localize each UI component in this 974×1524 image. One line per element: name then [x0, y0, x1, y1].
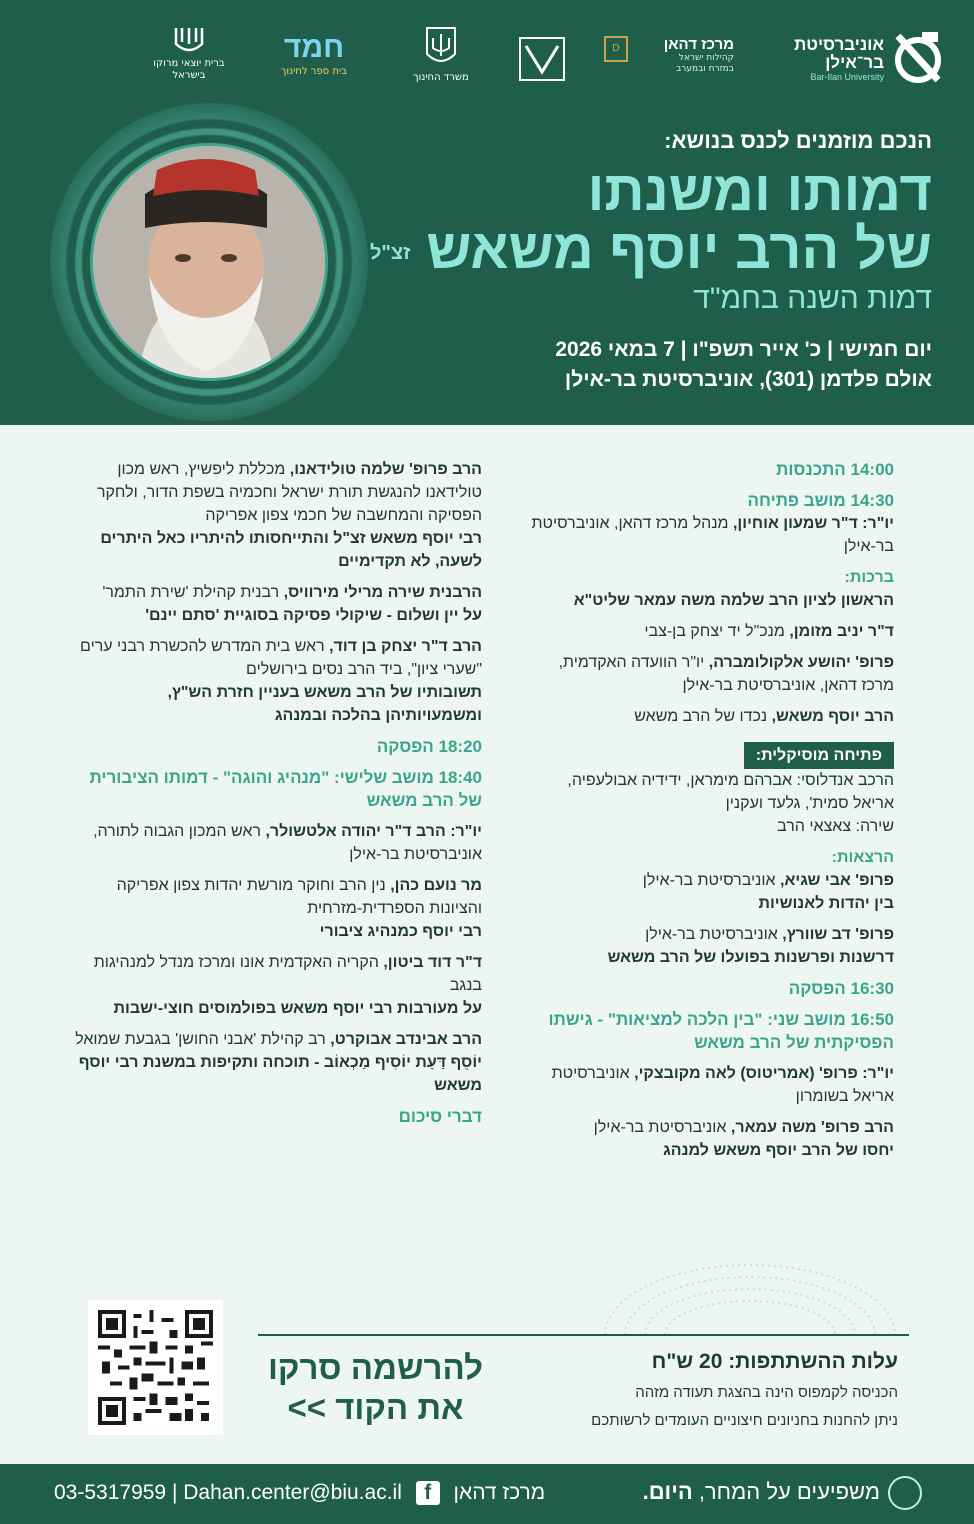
registration-cta-line1: להרשמה סרקו — [267, 1349, 484, 1386]
chair-name: יו"ר: ד"ר שמעון אוחיון, — [732, 515, 894, 532]
contact-phone[interactable]: 03-5317959 — [54, 1481, 167, 1504]
partner-logos — [153, 24, 944, 94]
speaker-affiliation: נין הרב וחוקר מורשת יהדות צפון אפריקה והציונות הספרדית-מזרחית — [116, 877, 482, 917]
registration-qr-code[interactable] — [88, 1300, 223, 1435]
dahan-circle-icon — [888, 1476, 922, 1510]
facebook-page-name[interactable]: מרכז דהאן — [453, 1481, 546, 1504]
lecture-speaker — [72, 458, 482, 527]
speaker-name: הרב פרופ' שלמה טולידאנו, — [289, 461, 482, 478]
speaker-name: הרב ד"ר יצחק בן דוד, — [329, 638, 482, 655]
speaker-name: הרב אבינדב אבוקרט, — [330, 1031, 482, 1048]
speaker-affiliation: מכללת ליפשיץ, ראש מכון טולידאנו להנגשת תורת ישראל וחכמיה בשפת הדור, ולחקר הפסיקה והמחשבה של חכמי צפון אפריקה — [96, 461, 482, 524]
menorah-emblem-icon — [421, 24, 461, 68]
chair-affiliation: אוניברסיטת אריאל בשומרון — [551, 1065, 894, 1105]
chair-affiliation: מנהל מרכז דהאן, אוניברסיטת בר-אילן — [531, 515, 894, 555]
footer-contact — [54, 1481, 545, 1505]
rabbi-portrait-image — [90, 146, 325, 381]
schedule-second-session: 16:50 מושב שני: "בין הלכה למציאות" - גישתו הפסיקתית של הרב משאש — [548, 1010, 894, 1052]
invitation-line: הנכם מוזמנים לכנס בנושא: — [664, 128, 932, 153]
event-venue: אולם פלדמן (301), אוניברסיטת בר-אילן — [564, 368, 932, 391]
ben-zvi-mark-icon — [514, 24, 570, 86]
dahan-name: מרכז דהאן — [663, 36, 734, 53]
speaker-affiliation: יו"ר הוועדה האקדמית, מרכז דהאן, אוניברסיטת בר-אילן — [558, 654, 894, 694]
dahan-center-logo[interactable] — [604, 24, 734, 94]
education-ministry-name: משרד החינוך — [413, 72, 469, 83]
registration-cta-line2: את הקוד >> — [287, 1389, 464, 1426]
speaker-name: פרופ' אבי שגיא, — [780, 872, 894, 889]
session-chair — [72, 820, 482, 866]
chair-name: יו"ר: פרופ' (אמריטוס) לאה מקובצקי, — [634, 1065, 894, 1082]
conference-title-line2 — [370, 218, 932, 284]
education-ministry-logo[interactable] — [406, 24, 476, 94]
chair-affiliation: ראש המכון הגבוה לתורה, אוניברסיטת בר-אילן — [93, 823, 482, 863]
lecture-speaker — [524, 869, 894, 892]
dahan-mark-icon: D — [604, 36, 628, 62]
greeting-speaker — [524, 651, 894, 697]
bar-ilan-mark-icon — [892, 30, 944, 84]
speaker-affiliation: נכדו של הרב משאש — [634, 708, 772, 725]
music-ensemble: הרכב אנדלוסי: אברהם מימראן, ידידיה אבולעפיה, אריאל סמית', גלעד ועקנין — [567, 772, 894, 812]
rabbi-portrait — [90, 143, 328, 381]
lecture-title: על מעורבות רבי יוסף משאש בפולמוסים חוצי-ישבות — [113, 1000, 482, 1017]
lecture-title: דרשנות ופרשנות בפועלו של הרב משאש — [607, 949, 894, 966]
schedule-opening-session: 14:30 מושב פתיחה — [747, 491, 894, 510]
lecture-speaker — [524, 1116, 894, 1139]
qr-code-icon — [98, 1310, 213, 1425]
campus-entry-note: הכניסה לקמפוס הינה בהצגת תעודה מזהה — [635, 1384, 898, 1401]
speaker-name: פרופ' יהושע אלקולומברה, — [708, 654, 894, 671]
lecture-title: על יין ושלום - שיקולי פסיקה בסוגיית 'סתם יינם' — [145, 607, 482, 624]
lecture-title: רבי יוסף משאש זצ"ל והתייחסותו להיתריו כאל היתרים לשעה, לא תקדימיים — [100, 530, 482, 570]
event-date: יום חמישי | כ' אייר תשפ"ו | 7 במאי 2026 — [555, 338, 932, 361]
program-right-column — [524, 458, 894, 1162]
dahan-sub2: במזרח ובמערב — [676, 64, 734, 74]
speaker-affiliation: ראש בית המדרש להכשרת רבני ערים "שערי ציון", ביד הרב נסים בירושלים — [80, 638, 482, 678]
greeting-speaker: הראשון לציון הרב שלמה משה עמאר שליט"א — [573, 592, 894, 609]
speaker-affiliation: אוניברסיטת בר-אילן — [642, 872, 780, 889]
wave-decoration — [585, 1250, 915, 1335]
lecture-speaker — [72, 635, 482, 681]
speaker-name: מר נועם כהן, — [390, 877, 482, 894]
conference-title-line1: דמותו ומשנתו — [587, 159, 932, 222]
lectures-label: הרצאות: — [831, 849, 894, 866]
speaker-name: ד"ר דוד ביטון, — [383, 954, 482, 971]
morocco-union-mark-icon — [172, 24, 206, 54]
registration-divider — [258, 1334, 909, 1336]
morocco-line1: ברית יוצאי מרוקו — [153, 58, 225, 69]
speaker-affiliation: אוניברסיטת בר-אילן — [593, 1119, 731, 1136]
speaker-affiliation: הקריה האקדמית אונו ומרכז מנדל למנהיגות בנגב — [93, 954, 482, 994]
bar-ilan-english: Bar-Ilan University — [810, 72, 884, 82]
header-banner — [0, 0, 974, 425]
participation-fee: עלות ההשתתפות: 20 ש"ח — [651, 1350, 898, 1373]
lecture-title: בין יהדות לאנושיות — [758, 895, 894, 912]
speaker-name: הרבנית שירה מרילי מירוויס, — [283, 584, 482, 601]
lecture-title: יוֹסֵף דַּעַת יוֹסִיף מַכְאוֹב - תוכחה ותקיפות במשנת רבי יוסף משאש — [78, 1054, 482, 1094]
chair-name: יו"ר: הרב ד"ר יהודה אלטשולר, — [265, 823, 482, 840]
morocco-line2: בישראל — [172, 70, 206, 81]
speaker-affiliation: מנכ"ל יד יצחק בן-צבי — [644, 623, 790, 640]
music-singing: שירה: צאצאי הרב — [777, 818, 894, 835]
parking-note: ניתן להחנות בחניונים חיצוניים העומדים לרשותכם — [591, 1412, 898, 1429]
hemed-logo[interactable] — [269, 24, 359, 94]
contact-separator: | — [171, 1481, 184, 1504]
greeting-speaker — [524, 705, 894, 728]
conference-subtitle: דמות השנה בחמ"ד — [693, 282, 932, 315]
lecture-speaker — [72, 1028, 482, 1051]
bar-ilan-line2: בר־אילן — [825, 53, 884, 72]
lecture-speaker — [524, 923, 894, 946]
hemed-name: חמד — [283, 31, 345, 64]
title-line2-text: של הרב יוסף משאש — [426, 217, 932, 280]
bar-ilan-logo[interactable] — [754, 24, 944, 94]
ben-zvi-logo[interactable] — [512, 24, 572, 94]
contact-email[interactable]: Dahan.center@biu.ac.il — [183, 1481, 402, 1504]
hemed-sub: בית ספר לחינוך — [281, 66, 347, 77]
musical-opening-label: פתיחה מוסיקלית: — [744, 742, 894, 769]
schedule-third-session: 18:40 מושב שלישי: "מנהיג והוגה" - דמותו הציבורית של הרב משאש — [89, 768, 482, 810]
speaker-affiliation: אוניברסיטת בר-אילן — [645, 926, 783, 943]
title-honorific: זצ"ל — [370, 242, 411, 265]
speaker-name: הרב פרופ' משה עמאר, — [730, 1119, 894, 1136]
bar-ilan-line1: אוניברסיטת — [794, 35, 884, 54]
schedule-break: 16:30 הפסקה — [788, 979, 894, 998]
speaker-affiliation: רב קהילת 'אבני החושן' בגבעת שמואל — [75, 1031, 331, 1048]
facebook-icon[interactable]: f — [416, 1481, 440, 1505]
program-left-column — [72, 458, 482, 1128]
footer-slogan — [643, 1479, 880, 1505]
speaker-name: ד"ר יניב מזומן, — [789, 623, 894, 640]
dahan-sub1: קהילות ישראל — [678, 53, 734, 63]
speaker-name: הרב יוסף משאש, — [771, 708, 894, 725]
slogan-emphasis: היום. — [642, 1479, 693, 1504]
lecture-speaker — [72, 874, 482, 920]
greetings-label: ברכות: — [844, 569, 894, 586]
session-chair — [524, 1062, 894, 1108]
morocco-union-logo[interactable] — [149, 24, 229, 94]
opening-chair — [524, 512, 894, 558]
registration-cta — [258, 1348, 493, 1428]
lecture-title: תשובותיו של הרב משאש בעניין חזרת הש"ץ, ומשמעויותיהן בהלכה ובמנהג — [167, 684, 482, 724]
schedule-gathering: 14:00 התכנסות — [776, 460, 894, 479]
speaker-name: פרופ' דב שוורץ, — [782, 926, 894, 943]
speaker-affiliation: רבנית קהילת 'שירת התמר' — [102, 584, 284, 601]
schedule-break: 18:20 הפסקה — [376, 737, 482, 756]
greeting-speaker — [524, 620, 894, 643]
closing-remarks: דברי סיכום — [398, 1107, 482, 1126]
lecture-title: יחסו של הרב יוסף משאש למנהג — [663, 1142, 894, 1159]
lecture-title: רבי יוסף כמנהיג ציבורי — [319, 923, 482, 940]
slogan-text: משפיעים על המחר, — [692, 1479, 880, 1504]
lecture-speaker — [72, 951, 482, 997]
lecture-speaker — [72, 581, 482, 604]
footer-bar — [0, 1464, 974, 1524]
